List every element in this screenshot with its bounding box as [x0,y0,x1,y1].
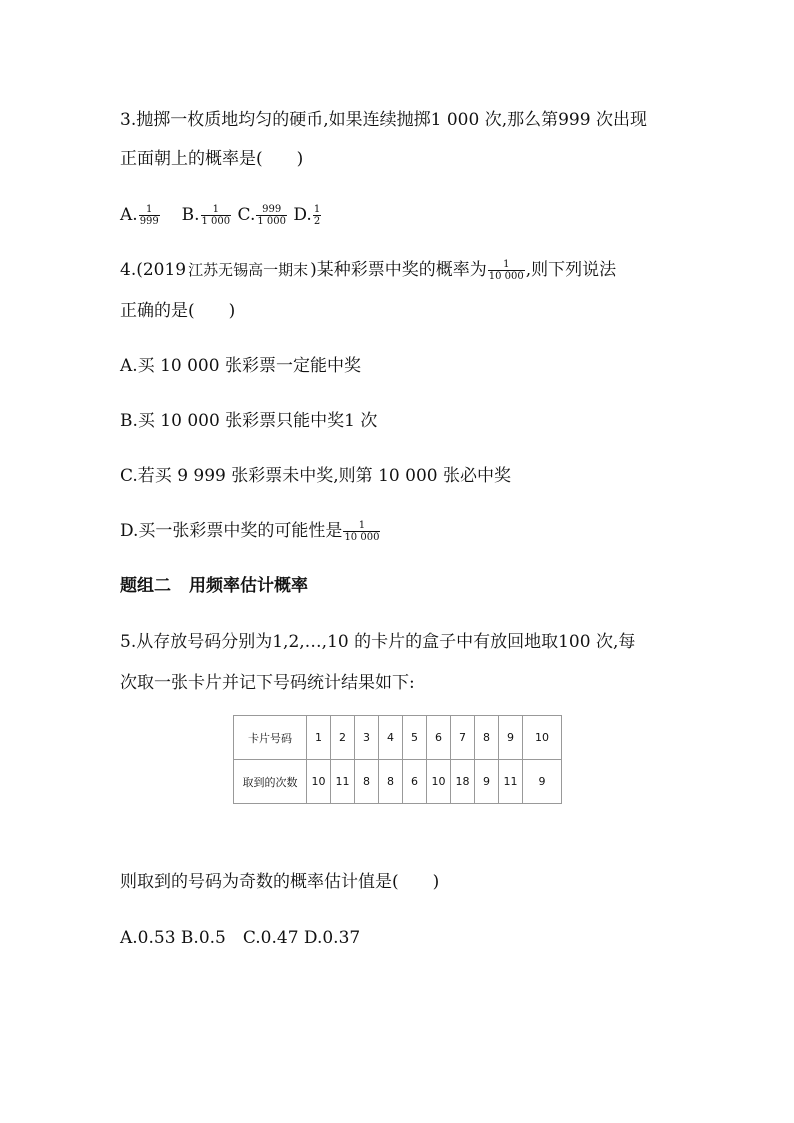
table-row [234,760,562,804]
table-cell: 10 [307,760,331,804]
q4-probability-fraction [488,259,525,282]
q4-option-d-fraction [343,520,380,543]
fraction-denominator: 1 000 [201,216,231,227]
table-cell: 8 [475,716,499,760]
fraction-numerator: 1 [212,204,219,215]
table-cell: 6 [427,716,451,760]
q4-option-c: C.若买 9 999 张彩票未中奖,则第 10 000 张必中奖 [120,466,511,486]
section-title: 用频率估计概率 [189,576,308,596]
q4-line2: 正确的是( ) [120,301,236,321]
q5-question: 则取到的号码为奇数的概率估计值是( ) [120,872,440,892]
fraction-denominator: 999 [139,216,159,227]
q3-option-c-fraction [256,204,287,227]
q3-line1: 3.抛掷一枚质地均匀的硬币,如果连续抛掷1 000 次,那么第999 次出现 [120,110,647,130]
table-cell: 8 [379,760,403,804]
q3-line2: 正面朝上的概率是( ) [120,149,304,169]
fraction-numerator: 1 [146,204,153,215]
fraction-numerator: 999 [262,204,282,215]
q5-line1: 5.从存放号码分别为1,2,…,10 的卡片的盒子中有放回地取100 次,每 [120,632,636,652]
q4-prefix: 4.(2019 [120,260,187,280]
q3-option-b-fraction [201,204,232,227]
table-row-header: 取到的次数 [234,760,307,804]
q4-suffix: ,则下列说法 [525,260,617,280]
q3-option-b-label: B. [181,205,200,225]
table-cell: 9 [475,760,499,804]
q4-option-d-text: D.买一张彩票中奖的可能性是 [120,521,343,541]
q3-option-d-fraction [313,204,321,227]
table-cell: 5 [403,716,427,760]
table-cell: 2 [331,716,355,760]
q3-option-c-label: C. [237,205,256,225]
table-cell: 9 [523,760,562,804]
q4-line1 [120,259,616,282]
table-cell: 10 [427,760,451,804]
table-cell: 3 [355,716,379,760]
table-row-header: 卡片号码 [234,716,307,760]
q5-frequency-table [233,715,562,804]
table-cell: 7 [451,716,475,760]
fraction-denominator: 10 000 [344,532,380,543]
q3-option-d-label: D. [293,205,312,225]
fraction-numerator: 1 [503,259,510,270]
fraction-numerator: 1 [313,204,321,215]
q5-options: A.0.53 B.0.5 C.0.47 D.0.37 [120,928,361,948]
table-cell: 6 [403,760,427,804]
q3-option-a-label: A. [120,205,138,225]
table-cell: 18 [451,760,475,804]
table-cell: 4 [379,716,403,760]
table-cell: 1 [307,716,331,760]
q4-option-a: A.买 10 000 张彩票一定能中奖 [120,356,361,376]
section-heading [120,576,308,596]
section-group: 题组二 [120,576,171,596]
q3-option-a-fraction [139,204,160,227]
q5-line2: 次取一张卡片并记下号码统计结果如下: [120,673,415,693]
fraction-denominator: 1 000 [257,216,286,227]
q4-option-b: B.买 10 000 张彩票只能中奖1 次 [120,411,378,431]
fraction-denominator: 2 [313,216,321,227]
table-cell: 10 [523,716,562,760]
q4-option-d [120,520,381,543]
q3-options [120,204,322,227]
table-cell: 11 [331,760,355,804]
table-cell: 9 [499,716,523,760]
q4-source: 江苏无锡高一期末 [188,261,309,279]
fraction-numerator: 1 [358,520,366,531]
table-cell: 11 [499,760,523,804]
q4-mid: )某种彩票中奖的概率为 [310,260,487,280]
fraction-denominator: 10 000 [488,271,524,282]
table-cell: 8 [355,760,379,804]
table-row [234,716,562,760]
